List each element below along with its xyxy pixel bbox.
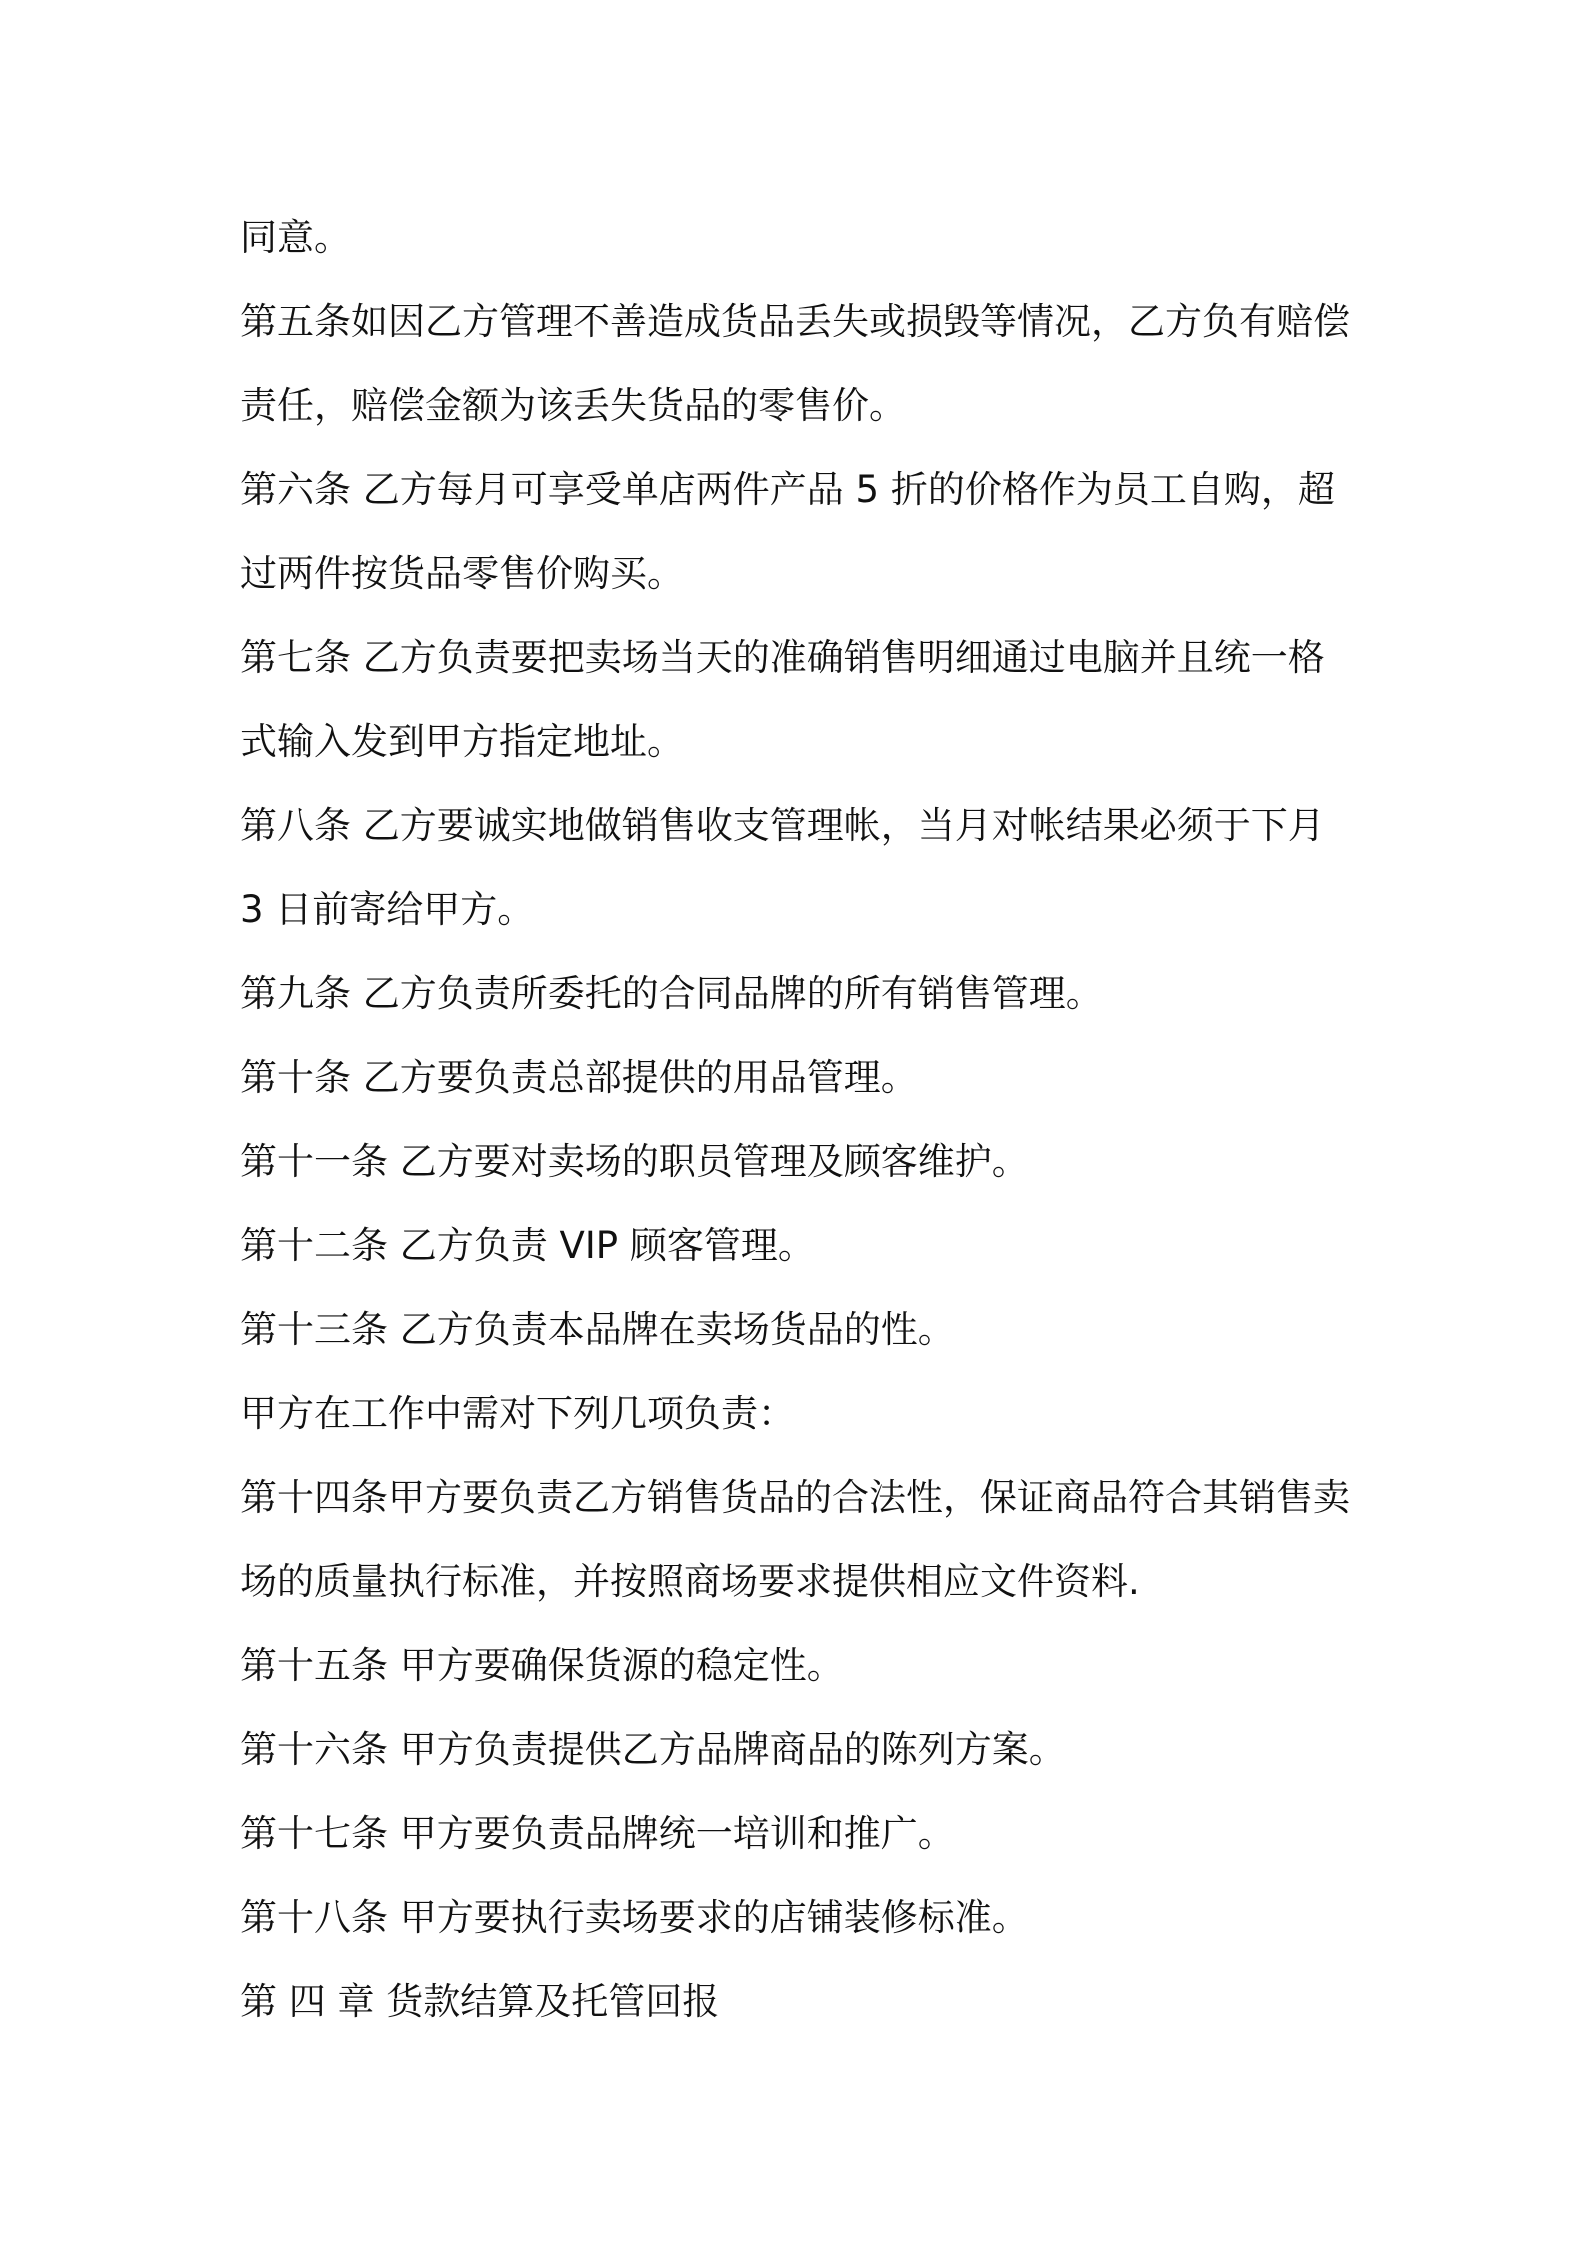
text-line: 第十二条 乙方负责 VIP 顾客管理。 [240,1224,815,1267]
text-line: 甲方在工作中需对下列几项负责： [240,1392,795,1435]
text-line: 同意。 [240,216,351,259]
text-line: 责任，赔偿金额为该丢失货品的零售价。 [240,384,906,427]
text-line: 第十一条 乙方要对卖场的职员管理及顾客维护。 [240,1140,1029,1183]
text-line: 式输入发到甲方指定地址。 [240,720,684,763]
document-body [240,196,1360,2044]
text-line: 第八条 乙方要诚实地做销售收支管理帐，当月对帐结果必须于下月 [240,804,1325,847]
text-line: 第十五条 甲方要确保货源的稳定性。 [240,1644,844,1687]
text-line: 第七条 乙方负责要把卖场当天的准确销售明细通过电脑并且统一格 [240,636,1325,679]
text-line: 第十四条甲方要负责乙方销售货品的合法性，保证商品符合其销售卖 [240,1476,1350,1519]
text-line: 场的质量执行标准，并按照商场要求提供相应文件资料. [240,1560,1140,1603]
text-line: 第五条如因乙方管理不善造成货品丢失或损毁等情况，乙方负有赔偿 [240,300,1350,343]
text-line: 第十七条 甲方要负责品牌统一培训和推广。 [240,1812,955,1855]
text-line: 第十六条 甲方负责提供乙方品牌商品的陈列方案。 [240,1728,1066,1771]
text-line: 第十三条 乙方负责本品牌在卖场货品的性。 [240,1308,955,1351]
chapter-heading: 第 四 章 货款结算及托管回报 [240,1980,720,2023]
text-line: 过两件按货品零售价购买。 [240,552,684,595]
text-line: 第十八条 甲方要执行卖场要求的店铺装修标准。 [240,1896,1029,1939]
text-line: 第十条 乙方要负责总部提供的用品管理。 [240,1056,918,1099]
text-line: 第六条 乙方每月可享受单店两件产品 5 折的价格作为员工自购，超 [240,468,1335,511]
text-line: 第九条 乙方负责所委托的合同品牌的所有销售管理。 [240,972,1103,1015]
text-line: 3 日前寄给甲方。 [240,888,535,931]
